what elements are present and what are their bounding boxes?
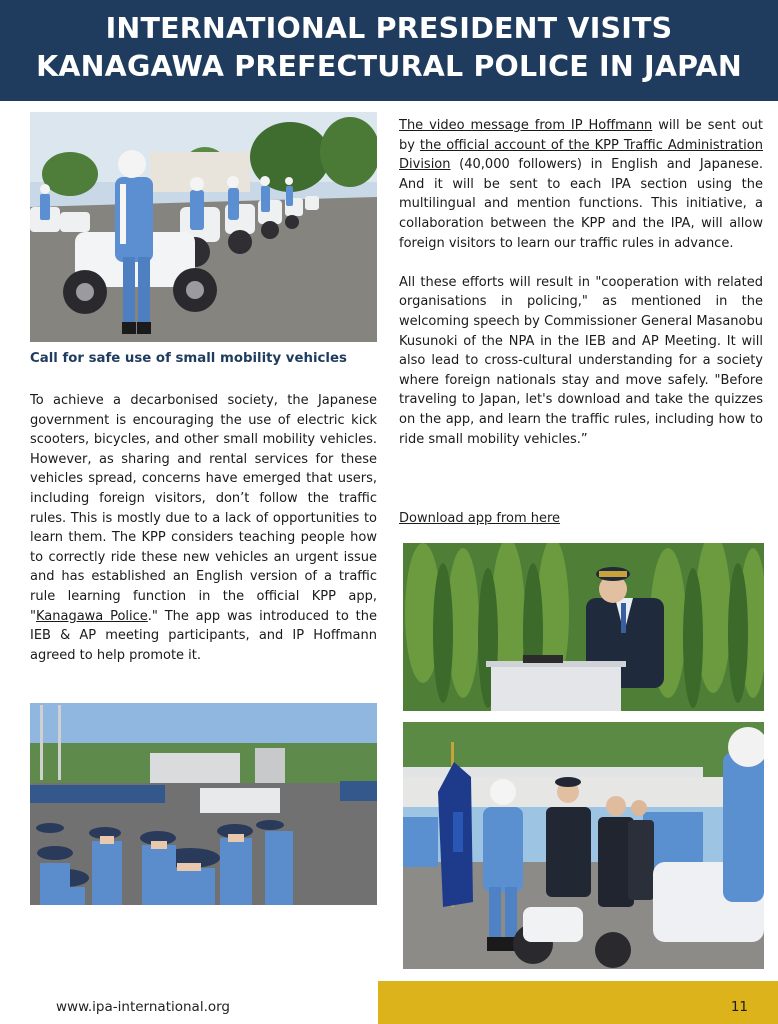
paragraph-part-1: To achieve a decarbonised society, the Japanese government is encouraging the use of electric kick scooters, bicycles, and other small mobility vehicles. However, as sharing and rental services for these vehicles spread, concerns have emerged that users, including foreign visitors, don’t follow the traffic rules. This is mostly due to a lack of opportunities to learn them. The KPP considers teaching people how to correctly ride these new vehicles an urgent issue and has established an English version of a traffic rule learning function in the official KPP app, "	[30, 393, 377, 624]
photo-speaker-podium	[403, 543, 764, 711]
page-title-line-1: INTERNATIONAL PRESIDENT VISITS	[105, 12, 673, 45]
photo-motorcycle-officers	[30, 112, 377, 342]
traffic-division-account-link[interactable]: the official account of the KPP Traffic Administration Division	[399, 137, 763, 173]
paragraph-small-mobility	[30, 391, 377, 665]
paragraph-video-text-2: (40,000 followers) in English and Japanese. And it will be sent to each IPA section using the multilingual and mention functions. This initiative, a collaboration between the KPP and the IPA, will allow foreign visitors to learn our traffic rules in advance.	[399, 157, 763, 251]
video-message-link[interactable]: The video message from IP Hoffmann	[399, 118, 653, 133]
footer-accent-bar	[378, 981, 778, 1024]
kanagawa-police-app-link[interactable]: Kanagawa Police	[35, 608, 148, 624]
paragraph-cooperation: All these efforts will result in "cooperation with related organisations in policing," as mentioned in the welcoming speech by Commissioner General Masanobu Kusunoki of the NPA in the IEB and AP Meeting. It will also lead to cross-cultural understanding for a society where foreign nationals stay and move safely. "Before traveling to Japan, let's download and take the quizzes on the app, and learn the traffic rules, including how to ride small mobility vehicles.”	[399, 274, 763, 447]
download-app-link[interactable]: Download app from here	[399, 511, 561, 526]
photo-officers-formation	[30, 703, 377, 905]
section-subheading: Call for safe use of small mobility vehicles	[30, 351, 347, 366]
paragraph-video-text-1: will be sent out by	[399, 118, 763, 153]
page-number: 11	[730, 999, 748, 1015]
right-column-text	[399, 116, 763, 449]
page-title-line-2: KANAGAWA PREFECTURAL POLICE IN JAPAN	[36, 50, 742, 83]
left-column-text	[30, 391, 377, 665]
page-title	[0, 0, 778, 101]
paragraph-part-2: ." The app was introduced to the IEB & AP meeting participants, and IP Hoffmann agreed to help promote it.	[30, 608, 377, 663]
paragraph-video-message	[399, 116, 763, 253]
footer-website-url[interactable]: www.ipa-international.org	[56, 999, 231, 1015]
photo-flag-ceremony	[403, 722, 764, 969]
